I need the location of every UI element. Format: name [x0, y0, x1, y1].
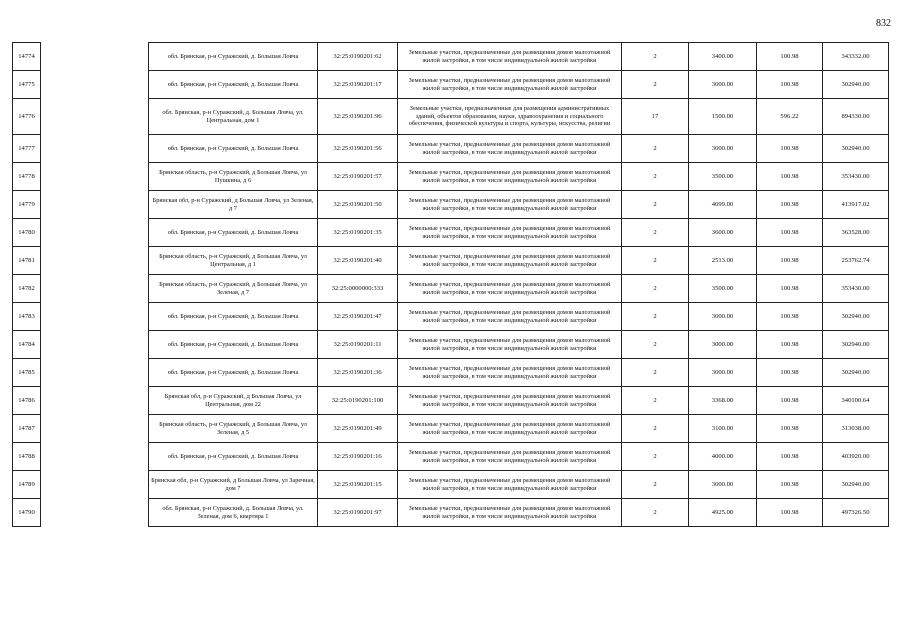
gap-cell	[41, 443, 149, 471]
row-id: 14783	[13, 303, 41, 331]
rate-cell: 100.98	[757, 275, 823, 303]
group-cell: 2	[622, 219, 689, 247]
land-use-cell: Земельные участки, предназначенные для размещения домов малоэтажной жилой застройки, в том числе индивидуальной жилой застройки	[398, 303, 622, 331]
row-id: 14776	[13, 99, 41, 135]
address-cell: обл. Брянская, р-н Суражский, д. Большая Ловча	[149, 303, 318, 331]
cadastral-value-cell: 353430.00	[823, 275, 889, 303]
land-use-cell: Земельные участки, предназначенные для размещения домов малоэтажной жилой застройки, в том числе индивидуальной жилой застройки	[398, 43, 622, 71]
land-use-cell: Земельные участки, предназначенные для размещения домов малоэтажной жилой застройки, в том числе индивидуальной жилой застройки	[398, 471, 622, 499]
cadastral-value-cell: 343332.00	[823, 43, 889, 71]
cadastral-number-cell: 32:25:0190201:57	[318, 163, 398, 191]
land-use-cell: Земельные участки, предназначенные для размещения домов малоэтажной жилой застройки, в том числе индивидуальной жилой застройки	[398, 387, 622, 415]
address-cell: Брянская обл, р-н Суражский, д Большая Ловча, ул Зеленая, д 7	[149, 191, 318, 219]
land-use-cell: Земельные участки, предназначенные для размещения домов малоэтажной жилой застройки, в том числе индивидуальной жилой застройки	[398, 247, 622, 275]
land-use-cell: Земельные участки, предназначенные для размещения домов малоэтажной жилой застройки, в том числе индивидуальной жилой застройки	[398, 135, 622, 163]
table-row	[13, 359, 889, 387]
address-cell: обл. Брянская, р-н Суражский, д. Большая Ловча	[149, 331, 318, 359]
group-cell: 2	[622, 415, 689, 443]
cadastral-number-cell: 32:25:0190201:17	[318, 71, 398, 99]
gap-cell	[41, 471, 149, 499]
group-cell: 2	[622, 191, 689, 219]
gap-cell	[41, 499, 149, 527]
cadastral-number-cell: 32:25:0190201:49	[318, 415, 398, 443]
land-use-cell: Земельные участки, предназначенные для размещения домов малоэтажной жилой застройки, в том числе индивидуальной жилой застройки	[398, 443, 622, 471]
gap-cell	[41, 43, 149, 71]
table-row	[13, 219, 889, 247]
table-row	[13, 135, 889, 163]
area-cell: 3368.00	[689, 387, 757, 415]
land-use-cell: Земельные участки, предназначенные для размещения домов малоэтажной жилой застройки, в том числе индивидуальной жилой застройки	[398, 331, 622, 359]
cadastral-value-table	[12, 42, 889, 527]
land-use-cell: Земельные участки, предназначенные для размещения административных зданий, объектов образования, науки, здравоохранения и социального обеспечения, физической культуры и спорта, культуры, искусства, религии	[398, 99, 622, 135]
group-cell: 2	[622, 443, 689, 471]
group-cell: 2	[622, 359, 689, 387]
gap-cell	[41, 415, 149, 443]
table-row	[13, 303, 889, 331]
table-row	[13, 247, 889, 275]
area-cell: 3500.00	[689, 163, 757, 191]
cadastral-number-cell: 32:25:0190201:62	[318, 43, 398, 71]
address-cell: обл. Брянская, р-н Суражский, д. Большая Ловча, ул. Центральная, дом 1	[149, 99, 318, 135]
address-cell: Брянская область, р-н Суражский, д Большая Ловча, ул Зеленая, д 5	[149, 415, 318, 443]
group-cell: 2	[622, 331, 689, 359]
area-cell: 3600.00	[689, 219, 757, 247]
land-use-cell: Земельные участки, предназначенные для размещения домов малоэтажной жилой застройки, в том числе индивидуальной жилой застройки	[398, 191, 622, 219]
cadastral-value-cell: 302940.00	[823, 135, 889, 163]
gap-cell	[41, 275, 149, 303]
gap-cell	[41, 135, 149, 163]
table-row	[13, 43, 889, 71]
rate-cell: 100.98	[757, 191, 823, 219]
row-id: 14774	[13, 43, 41, 71]
cadastral-number-cell: 32:25:0190201:97	[318, 499, 398, 527]
page-number: 832	[876, 18, 891, 29]
address-cell: Брянская область, р-н Суражский, д Большая Ловча, ул Зеленая, д 7	[149, 275, 318, 303]
cadastral-number-cell: 32:25:0190201:100	[318, 387, 398, 415]
cadastral-value-cell: 353430.00	[823, 163, 889, 191]
land-use-cell: Земельные участки, предназначенные для размещения домов малоэтажной жилой застройки, в том числе индивидуальной жилой застройки	[398, 415, 622, 443]
cadastral-value-cell: 403920.00	[823, 443, 889, 471]
cadastral-value-cell: 340100.64	[823, 387, 889, 415]
group-cell: 2	[622, 163, 689, 191]
gap-cell	[41, 163, 149, 191]
table-row	[13, 331, 889, 359]
address-cell: обл. Брянская, р-н Суражский, д. Большая Ловча	[149, 71, 318, 99]
rate-cell: 100.98	[757, 43, 823, 71]
rate-cell: 100.98	[757, 471, 823, 499]
gap-cell	[41, 331, 149, 359]
area-cell: 3000.00	[689, 303, 757, 331]
group-cell: 2	[622, 303, 689, 331]
table-row	[13, 163, 889, 191]
land-use-cell: Земельные участки, предназначенные для размещения домов малоэтажной жилой застройки, в том числе индивидуальной жилой застройки	[398, 359, 622, 387]
rate-cell: 100.98	[757, 303, 823, 331]
rate-cell: 100.98	[757, 359, 823, 387]
area-cell: 3100.00	[689, 415, 757, 443]
gap-cell	[41, 191, 149, 219]
cadastral-value-cell: 302940.00	[823, 471, 889, 499]
group-cell: 2	[622, 387, 689, 415]
cadastral-number-cell: 32:25:0190201:36	[318, 359, 398, 387]
cadastral-number-cell: 32:25:0190201:35	[318, 219, 398, 247]
cadastral-value-cell: 253762.74	[823, 247, 889, 275]
gap-cell	[41, 303, 149, 331]
row-id: 14787	[13, 415, 41, 443]
table-row	[13, 443, 889, 471]
address-cell: обл. Брянская, р-н Суражский, д. Большая Ловча, ул. Зеленая, дом 6, квартира 1	[149, 499, 318, 527]
row-id: 14788	[13, 443, 41, 471]
rate-cell: 100.98	[757, 219, 823, 247]
gap-cell	[41, 71, 149, 99]
rate-cell: 100.98	[757, 443, 823, 471]
area-cell: 3000.00	[689, 331, 757, 359]
cadastral-number-cell: 32:25:0190201:56	[318, 135, 398, 163]
cadastral-number-cell: 32:25:0190201:96	[318, 99, 398, 135]
row-id: 14790	[13, 499, 41, 527]
area-cell: 3000.00	[689, 471, 757, 499]
cadastral-value-cell: 302940.00	[823, 359, 889, 387]
gap-cell	[41, 359, 149, 387]
rate-cell: 100.98	[757, 135, 823, 163]
address-cell: обл. Брянская, р-н Суражский, д. Большая Ловча	[149, 43, 318, 71]
row-id: 14782	[13, 275, 41, 303]
table-row	[13, 415, 889, 443]
address-cell: Брянская обл, р-н Суражский, д Большая Ловча, ул Заречная, дом 7	[149, 471, 318, 499]
group-cell: 2	[622, 135, 689, 163]
cadastral-number-cell: 32:25:0000000:333	[318, 275, 398, 303]
address-cell: обл. Брянская, р-н Суражский, д. Большая Ловча	[149, 135, 318, 163]
cadastral-value-cell: 302940.00	[823, 303, 889, 331]
row-id: 14781	[13, 247, 41, 275]
area-cell: 3400.00	[689, 43, 757, 71]
address-cell: обл. Брянская, р-н Суражский, д. Большая Ловча	[149, 359, 318, 387]
area-cell: 3000.00	[689, 71, 757, 99]
row-id: 14786	[13, 387, 41, 415]
cadastral-number-cell: 32:25:0190201:40	[318, 247, 398, 275]
rate-cell: 100.98	[757, 499, 823, 527]
row-id: 14775	[13, 71, 41, 99]
table-row	[13, 387, 889, 415]
row-id: 14778	[13, 163, 41, 191]
cadastral-number-cell: 32:25:0190201:16	[318, 443, 398, 471]
group-cell: 2	[622, 43, 689, 71]
row-id: 14777	[13, 135, 41, 163]
area-cell: 4099.00	[689, 191, 757, 219]
table-row	[13, 71, 889, 99]
land-use-cell: Земельные участки, предназначенные для размещения домов малоэтажной жилой застройки, в том числе индивидуальной жилой застройки	[398, 71, 622, 99]
gap-cell	[41, 99, 149, 135]
land-use-cell: Земельные участки, предназначенные для размещения домов малоэтажной жилой застройки, в том числе индивидуальной жилой застройки	[398, 163, 622, 191]
group-cell: 2	[622, 275, 689, 303]
rate-cell: 100.98	[757, 331, 823, 359]
group-cell: 2	[622, 71, 689, 99]
table-row	[13, 275, 889, 303]
area-cell: 3000.00	[689, 359, 757, 387]
rate-cell: 100.98	[757, 163, 823, 191]
gap-cell	[41, 219, 149, 247]
row-id: 14785	[13, 359, 41, 387]
row-id: 14784	[13, 331, 41, 359]
cadastral-value-cell: 363528.00	[823, 219, 889, 247]
cadastral-number-cell: 32:25:0190201:47	[318, 303, 398, 331]
cadastral-number-cell: 32:25:0190201:15	[318, 471, 398, 499]
cadastral-value-cell: 302940.00	[823, 71, 889, 99]
row-id: 14789	[13, 471, 41, 499]
cadastral-value-cell: 497326.50	[823, 499, 889, 527]
rate-cell: 100.98	[757, 71, 823, 99]
address-cell: Брянская обл, р-н Суражский, д Большая Ловча, ул Центральная, дом 22	[149, 387, 318, 415]
land-use-cell: Земельные участки, предназначенные для размещения домов малоэтажной жилой застройки, в том числе индивидуальной жилой застройки	[398, 219, 622, 247]
table-row	[13, 471, 889, 499]
cadastral-value-cell: 313038.00	[823, 415, 889, 443]
area-cell: 4925.00	[689, 499, 757, 527]
table-row	[13, 191, 889, 219]
cadastral-value-cell: 413917.02	[823, 191, 889, 219]
cadastral-number-cell: 32:25:0190201:11	[318, 331, 398, 359]
cadastral-number-cell: 32:25:0190201:50	[318, 191, 398, 219]
address-cell: Брянская область, р-н Суражский, д Большая Ловча, ул Центральная, д 1	[149, 247, 318, 275]
area-cell: 1500.00	[689, 99, 757, 135]
address-cell: Брянская область, р-н Суражский, д Большая Ловча, ул Пушкина, д 6	[149, 163, 318, 191]
cadastral-value-cell: 894330.00	[823, 99, 889, 135]
rate-cell: 100.98	[757, 247, 823, 275]
table-row	[13, 499, 889, 527]
land-use-cell: Земельные участки, предназначенные для размещения домов малоэтажной жилой застройки, в том числе индивидуальной жилой застройки	[398, 275, 622, 303]
rate-cell: 100.98	[757, 387, 823, 415]
table-row	[13, 99, 889, 135]
address-cell: обл. Брянская, р-н Суражский, д. Большая Ловча	[149, 443, 318, 471]
area-cell: 4000.00	[689, 443, 757, 471]
table-body	[13, 43, 889, 527]
row-id: 14780	[13, 219, 41, 247]
rate-cell: 100.98	[757, 415, 823, 443]
area-cell: 3500.00	[689, 275, 757, 303]
area-cell: 3000.00	[689, 135, 757, 163]
cadastral-value-cell: 302940.00	[823, 331, 889, 359]
group-cell: 2	[622, 471, 689, 499]
gap-cell	[41, 387, 149, 415]
land-use-cell: Земельные участки, предназначенные для размещения домов малоэтажной жилой застройки, в том числе индивидуальной жилой застройки	[398, 499, 622, 527]
gap-cell	[41, 247, 149, 275]
group-cell: 2	[622, 499, 689, 527]
area-cell: 2513.00	[689, 247, 757, 275]
address-cell: обл. Брянская, р-н Суражский, д. Большая Ловча	[149, 219, 318, 247]
rate-cell: 596.22	[757, 99, 823, 135]
row-id: 14779	[13, 191, 41, 219]
group-cell: 2	[622, 247, 689, 275]
group-cell: 17	[622, 99, 689, 135]
